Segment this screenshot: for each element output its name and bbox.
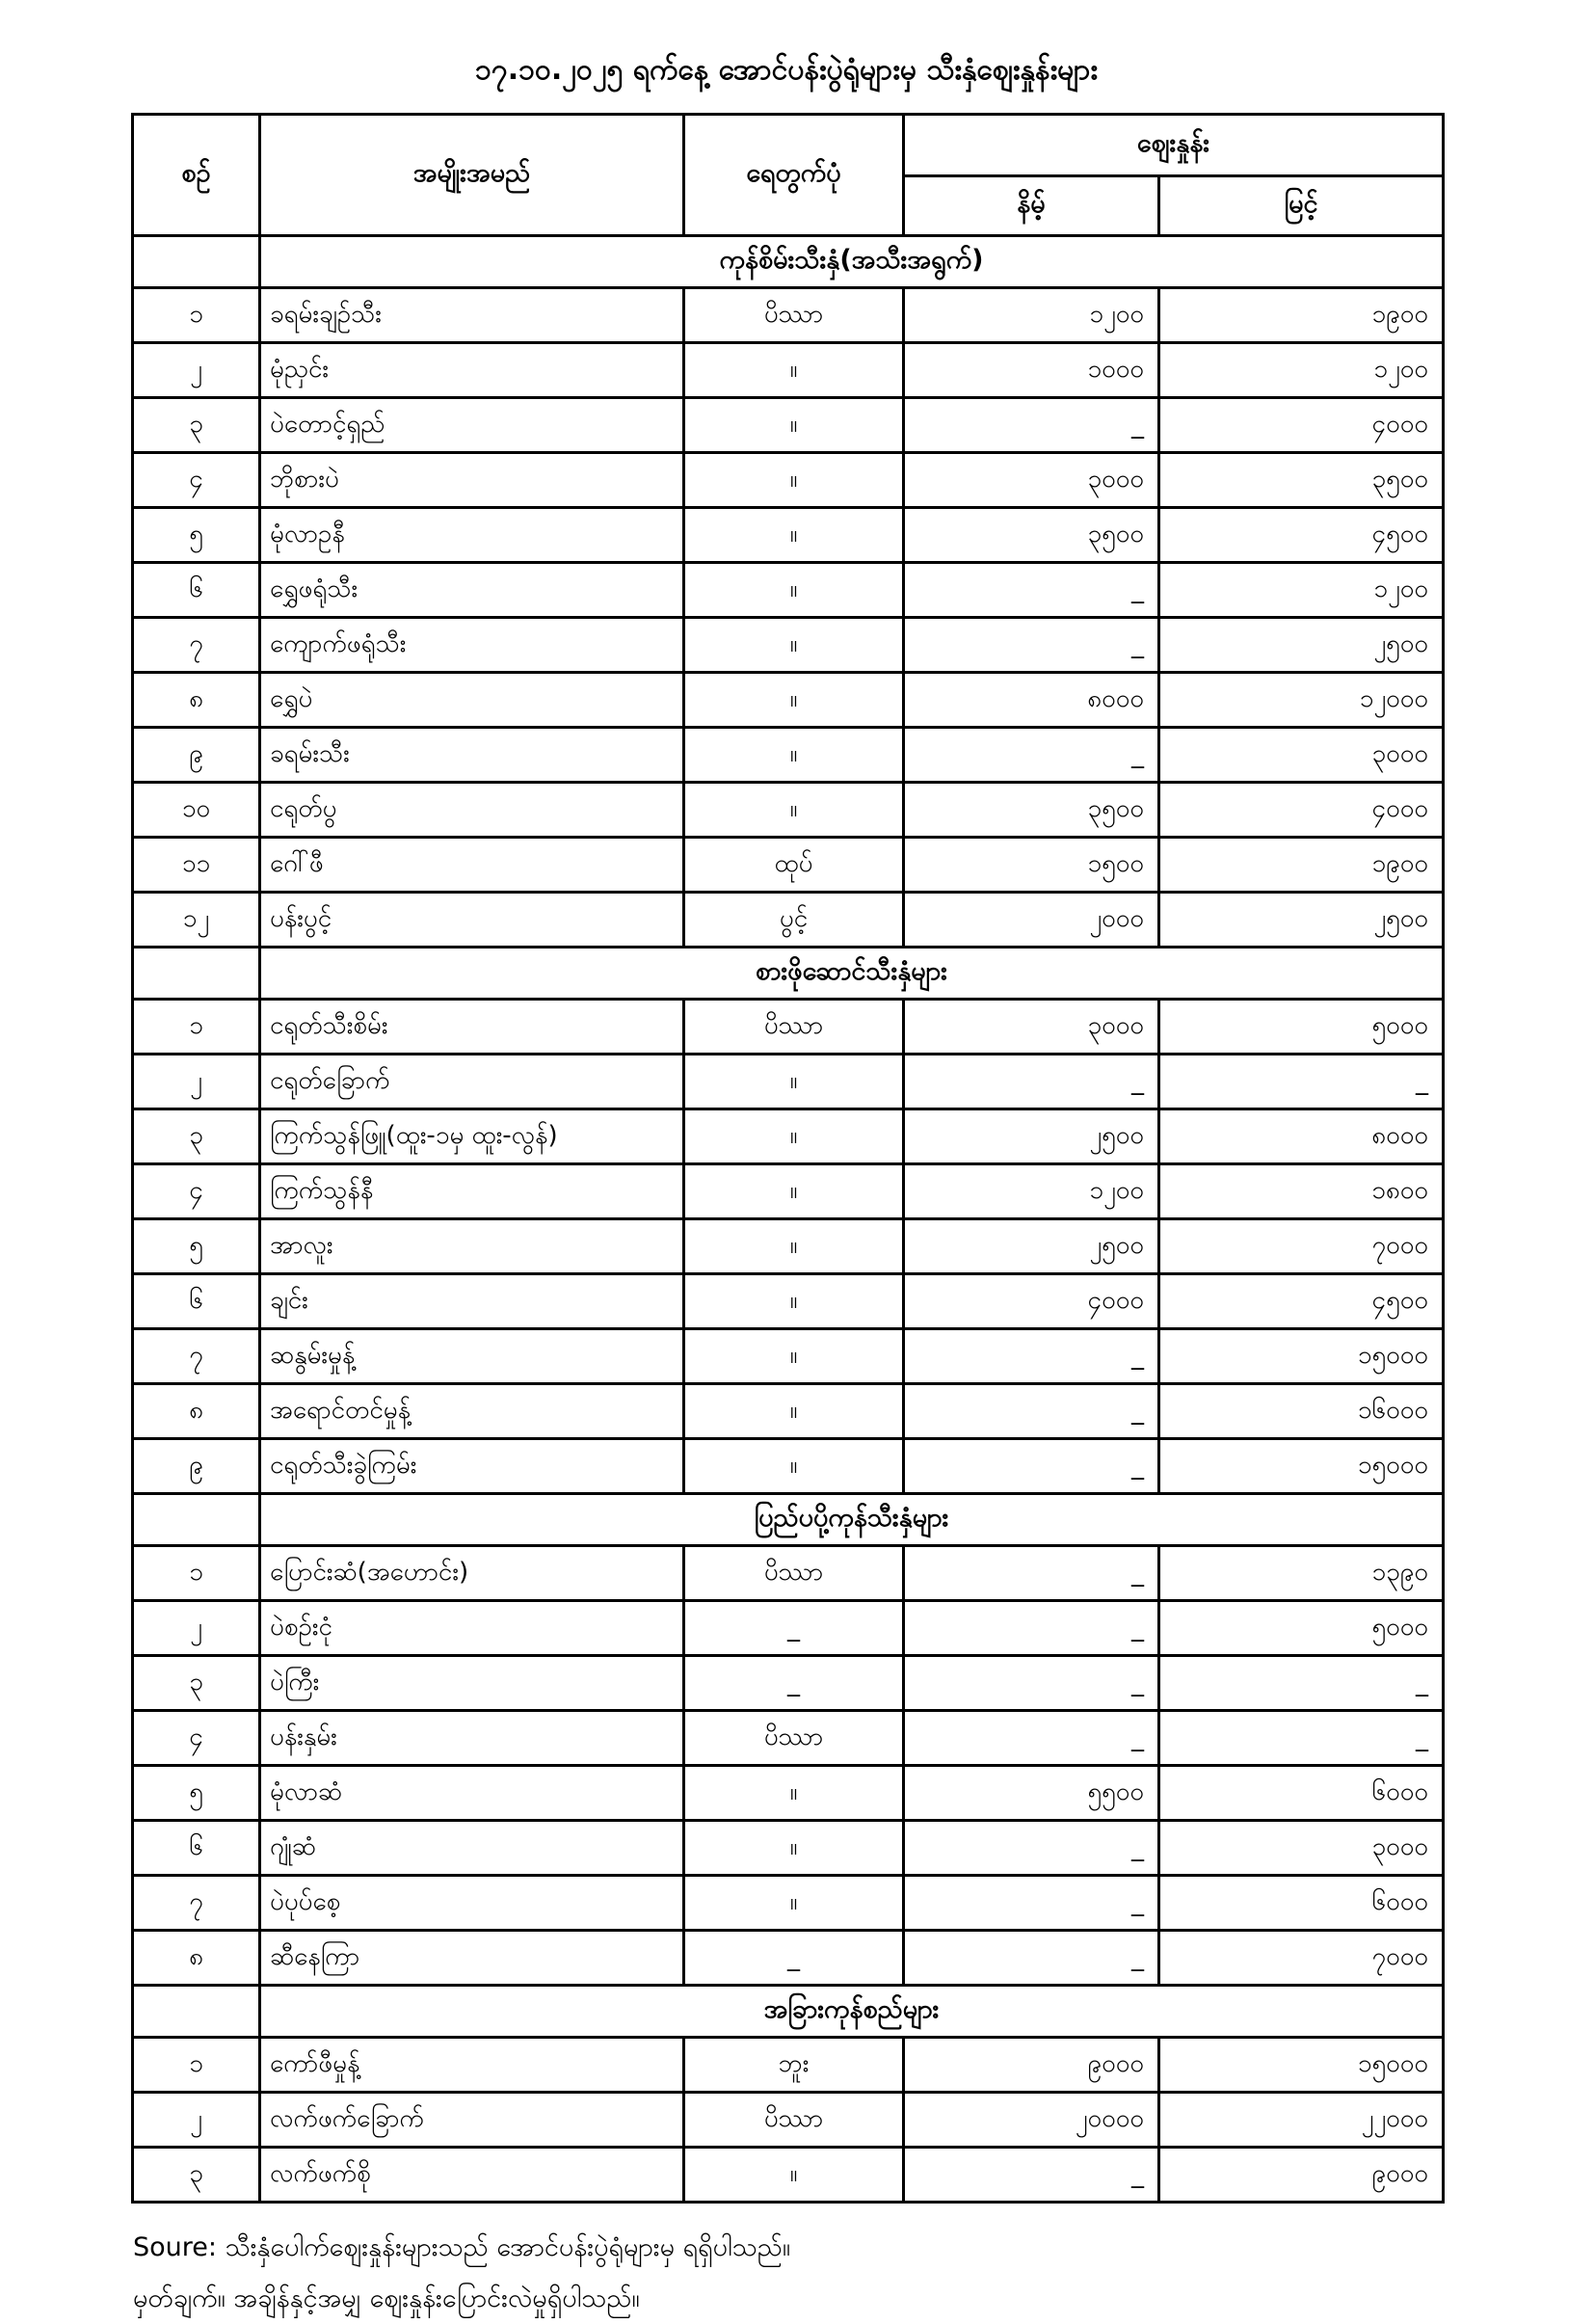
table-row [133, 1164, 1444, 1219]
item-name-cell: ငရုတ်ပွ [260, 783, 684, 838]
row-number-cell: ၅ [133, 1219, 260, 1274]
high-price-cell: ၂၅၀၀ [1159, 893, 1444, 948]
header-row-1 [133, 115, 1444, 176]
item-name-cell: ဂျုံဆံ [260, 1821, 684, 1876]
unit-cell: ပွင့် [684, 893, 904, 948]
section-header-row [133, 1986, 1444, 2038]
item-name-cell: ပန်းနှမ်း [260, 1711, 684, 1766]
section-header-row [133, 948, 1444, 1000]
row-number-cell: ၈ [133, 1931, 260, 1986]
table-row [133, 1876, 1444, 1931]
item-name-cell: ပဲစဉ်းငုံ [260, 1601, 684, 1656]
low-price-cell: _ [904, 1931, 1159, 1986]
row-number-cell: ၁ [133, 288, 260, 343]
low-price-cell: ၈၀၀၀ [904, 673, 1159, 728]
high-price-cell: ၁၉၀၀ [1159, 838, 1444, 893]
row-number-cell: ၆ [133, 1274, 260, 1329]
low-price-cell: ၃၅၀၀ [904, 508, 1159, 563]
table-row [133, 728, 1444, 783]
section-header-row [133, 1494, 1444, 1546]
low-price-cell: ၂၅၀၀ [904, 1109, 1159, 1164]
unit-cell: ။ [684, 1821, 904, 1876]
section-blank-cell [133, 236, 260, 288]
table-row [133, 1055, 1444, 1109]
high-price-cell: ၁၉၀၀ [1159, 288, 1444, 343]
table-row [133, 1601, 1444, 1656]
unit-cell: ။ [684, 783, 904, 838]
low-price-cell: ၁၂၀၀ [904, 288, 1159, 343]
unit-cell: ပိဿာ [684, 1000, 904, 1055]
table-row [133, 1439, 1444, 1494]
low-price-cell: _ [904, 2148, 1159, 2203]
item-name-cell: ရွှေဖရုံသီး [260, 563, 684, 618]
table-row [133, 288, 1444, 343]
item-name-cell: အာလူး [260, 1219, 684, 1274]
item-name-cell: ဂေါ်ဖီ [260, 838, 684, 893]
high-price-cell: ၁၃၉၀ [1159, 1546, 1444, 1601]
table-row [133, 563, 1444, 618]
item-name-cell: ကြက်သွန်ဖြူ(ထူး-၁မှ ထူး-လွန်) [260, 1109, 684, 1164]
unit-cell: ။ [684, 1876, 904, 1931]
item-name-cell: ပဲတောင့်ရှည် [260, 398, 684, 453]
low-price-cell: ၄၀၀၀ [904, 1274, 1159, 1329]
row-number-cell: ၁၂ [133, 893, 260, 948]
low-price-cell: _ [904, 398, 1159, 453]
item-name-cell: ဆနွမ်းမှုန့် [260, 1329, 684, 1384]
table-row [133, 1546, 1444, 1601]
low-price-cell: _ [904, 563, 1159, 618]
row-number-cell: ၁၁ [133, 838, 260, 893]
high-price-cell: ၁၅၀၀၀ [1159, 2038, 1444, 2093]
unit-cell: ပိဿာ [684, 1711, 904, 1766]
footer [133, 2223, 1482, 2324]
section-header-row [133, 236, 1444, 288]
item-name-cell: ကော်ဖီမှုန့် [260, 2038, 684, 2093]
row-number-cell: ၆ [133, 563, 260, 618]
row-number-cell: ၁ [133, 1546, 260, 1601]
table-row [133, 783, 1444, 838]
table-row [133, 343, 1444, 398]
table-row [133, 1329, 1444, 1384]
table-row [133, 1274, 1444, 1329]
high-price-cell: ၄၅၀၀ [1159, 1274, 1444, 1329]
item-name-cell: လက်ဖက်ခြောက် [260, 2093, 684, 2148]
table-row [133, 1931, 1444, 1986]
unit-cell: ။ [684, 1055, 904, 1109]
high-price-cell: ၈၀၀၀ [1159, 1109, 1444, 1164]
low-price-cell: ၃၀၀၀ [904, 453, 1159, 508]
item-name-cell: ငရုတ်သီးခွဲကြမ်း [260, 1439, 684, 1494]
high-price-cell: ၄၀၀၀ [1159, 398, 1444, 453]
high-price-cell: ၄၀၀၀ [1159, 783, 1444, 838]
table-row [133, 673, 1444, 728]
row-number-cell: ၄ [133, 1711, 260, 1766]
item-name-cell: အရောင်တင်မှုန့် [260, 1384, 684, 1439]
row-number-cell: ၉ [133, 1439, 260, 1494]
item-name-cell: ရွှေပဲ [260, 673, 684, 728]
table-row [133, 893, 1444, 948]
unit-cell: ထုပ် [684, 838, 904, 893]
low-price-cell: ၃၀၀၀ [904, 1000, 1159, 1055]
high-price-cell: _ [1159, 1656, 1444, 1711]
low-price-cell: ၃၅၀၀ [904, 783, 1159, 838]
low-price-cell: ၁၀၀၀ [904, 343, 1159, 398]
header-no: စဉ် [133, 115, 260, 236]
item-name-cell: မုံလာဥနီ [260, 508, 684, 563]
low-price-cell: _ [904, 1384, 1159, 1439]
unit-cell: ။ [684, 563, 904, 618]
unit-cell: _ [684, 1601, 904, 1656]
row-number-cell: ၇ [133, 1329, 260, 1384]
row-number-cell: ၁၀ [133, 783, 260, 838]
item-name-cell: ငရုတ်ခြောက် [260, 1055, 684, 1109]
unit-cell: ပိဿာ [684, 288, 904, 343]
header-price: ဈေးနှုန်း [904, 115, 1444, 176]
table-row [133, 1219, 1444, 1274]
table-row [133, 1109, 1444, 1164]
unit-cell: ။ [684, 508, 904, 563]
high-price-cell: _ [1159, 1711, 1444, 1766]
low-price-cell: _ [904, 618, 1159, 673]
high-price-cell: ၁၅၀၀၀ [1159, 1329, 1444, 1384]
high-price-cell: ၂၂၀၀၀ [1159, 2093, 1444, 2148]
section-title: ပြည်ပပို့ကုန်သီးနှံများ [260, 1494, 1444, 1546]
row-number-cell: ၄ [133, 1164, 260, 1219]
row-number-cell: ၈ [133, 1384, 260, 1439]
item-name-cell: ခရမ်းသီး [260, 728, 684, 783]
section-blank-cell [133, 1494, 260, 1546]
row-number-cell: ၆ [133, 1821, 260, 1876]
row-number-cell: ၃ [133, 398, 260, 453]
section-title: စားဖိုဆောင်သီးနှံများ [260, 948, 1444, 1000]
table-row [133, 1821, 1444, 1876]
unit-cell: ။ [684, 343, 904, 398]
high-price-cell: _ [1159, 1055, 1444, 1109]
unit-cell: ။ [684, 1274, 904, 1329]
high-price-cell: ၂၅၀၀ [1159, 618, 1444, 673]
high-price-cell: ၃၅၀၀ [1159, 453, 1444, 508]
remark-note: မှတ်ချက်။ အချိန်နှင့်အမျှ ဈေးနှုန်းပြောင်းလဲမှုရှိပါသည်။ [133, 2283, 640, 2313]
unit-cell: ပိဿာ [684, 2093, 904, 2148]
item-name-cell: မုံလာဆံ [260, 1766, 684, 1821]
high-price-cell: ၁၆၀၀၀ [1159, 1384, 1444, 1439]
unit-cell: ။ [684, 1439, 904, 1494]
item-name-cell: ခရမ်းချဉ်သီး [260, 288, 684, 343]
low-price-cell: ၁၂၀၀ [904, 1164, 1159, 1219]
row-number-cell: ၄ [133, 453, 260, 508]
high-price-cell: ၅၀၀၀ [1159, 1000, 1444, 1055]
item-name-cell: ချင်း [260, 1274, 684, 1329]
page-title: ၁၇.၁၀.၂၀၂၅ ရက်နေ့ အောင်ပန်းပွဲရုံများမှ သီးနှံဈေးနှုန်းများ [474, 53, 1099, 87]
high-price-cell: ၇၀၀၀ [1159, 1219, 1444, 1274]
section-blank-cell [133, 1986, 260, 2038]
low-price-cell: ၁၅၀၀ [904, 838, 1159, 893]
unit-cell: ။ [684, 1766, 904, 1821]
table-row [133, 398, 1444, 453]
low-price-cell: _ [904, 1821, 1159, 1876]
high-price-cell: ၁၂၀၀၀ [1159, 673, 1444, 728]
high-price-cell: ၃၀၀၀ [1159, 1821, 1444, 1876]
section-title: အခြားကုန်စည်များ [260, 1986, 1444, 2038]
row-number-cell: ၇ [133, 618, 260, 673]
row-number-cell: ၂ [133, 2093, 260, 2148]
low-price-cell: _ [904, 1711, 1159, 1766]
high-price-cell: ၁၈၀၀ [1159, 1164, 1444, 1219]
unit-cell: ။ [684, 1164, 904, 1219]
unit-cell: _ [684, 1931, 904, 1986]
unit-cell: ။ [684, 398, 904, 453]
unit-cell: ဘူး [684, 2038, 904, 2093]
high-price-cell: ၉၀၀၀ [1159, 2148, 1444, 2203]
table-row [133, 1656, 1444, 1711]
row-number-cell: ၉ [133, 728, 260, 783]
section-blank-cell [133, 948, 260, 1000]
row-number-cell: ၃ [133, 1656, 260, 1711]
high-price-cell: ၇၀၀၀ [1159, 1931, 1444, 1986]
table-row [133, 1384, 1444, 1439]
item-name-cell: ကျောက်ဖရုံသီး [260, 618, 684, 673]
unit-cell: ။ [684, 673, 904, 728]
high-price-cell: ၁၂၀၀ [1159, 563, 1444, 618]
row-number-cell: ၂ [133, 343, 260, 398]
low-price-cell: ၉၀၀၀ [904, 2038, 1159, 2093]
item-name-cell: ဘိုစားပဲ [260, 453, 684, 508]
item-name-cell: ပြောင်းဆံ(အဟောင်း) [260, 1546, 684, 1601]
unit-cell: ။ [684, 1109, 904, 1164]
low-price-cell: _ [904, 728, 1159, 783]
high-price-cell: ၅၀၀၀ [1159, 1601, 1444, 1656]
unit-cell: _ [684, 1656, 904, 1711]
table-row [133, 1000, 1444, 1055]
unit-cell: ပိဿာ [684, 1546, 904, 1601]
table-row [133, 1766, 1444, 1821]
row-number-cell: ၂ [133, 1601, 260, 1656]
header-high: မြင့် [1159, 176, 1444, 236]
unit-cell: ။ [684, 453, 904, 508]
table-row [133, 2038, 1444, 2093]
low-price-cell: ၂၅၀၀ [904, 1219, 1159, 1274]
unit-cell: ။ [684, 618, 904, 673]
high-price-cell: ၆၀၀၀ [1159, 1766, 1444, 1821]
price-table [131, 113, 1445, 2204]
row-number-cell: ၂ [133, 1055, 260, 1109]
high-price-cell: ၆၀၀၀ [1159, 1876, 1444, 1931]
row-number-cell: ၃ [133, 2148, 260, 2203]
item-name-cell: ပဲပုပ်စေ့ [260, 1876, 684, 1931]
low-price-cell: ၅၅၀၀ [904, 1766, 1159, 1821]
source-note: Soure: သီးနှံပေါက်ဈေးနှုန်းများသည် အောင်ပန်းပွဲရုံများမှ ရရှိပါသည်။ [133, 2232, 791, 2262]
high-price-cell: ၁၅၀၀၀ [1159, 1439, 1444, 1494]
item-name-cell: ဆီနေကြာ [260, 1931, 684, 1986]
table-row [133, 618, 1444, 673]
low-price-cell: _ [904, 1876, 1159, 1931]
low-price-cell: _ [904, 1601, 1159, 1656]
row-number-cell: ၇ [133, 1876, 260, 1931]
item-name-cell: ငရုတ်သီးစိမ်း [260, 1000, 684, 1055]
item-name-cell: မုံညှင်း [260, 343, 684, 398]
row-number-cell: ၅ [133, 1766, 260, 1821]
item-name-cell: လက်ဖက်စို [260, 2148, 684, 2203]
unit-cell: ။ [684, 1329, 904, 1384]
low-price-cell: _ [904, 1656, 1159, 1711]
table-row [133, 508, 1444, 563]
row-number-cell: ၃ [133, 1109, 260, 1164]
table-row [133, 453, 1444, 508]
low-price-cell: _ [904, 1329, 1159, 1384]
table-row [133, 2148, 1444, 2203]
low-price-cell: _ [904, 1546, 1159, 1601]
row-number-cell: ၁ [133, 2038, 260, 2093]
table-row [133, 838, 1444, 893]
unit-cell: ။ [684, 2148, 904, 2203]
item-name-cell: ကြက်သွန်နီ [260, 1164, 684, 1219]
high-price-cell: ၁၂၀၀ [1159, 343, 1444, 398]
high-price-cell: ၃၀၀၀ [1159, 728, 1444, 783]
table-row [133, 1711, 1444, 1766]
unit-cell: ။ [684, 1384, 904, 1439]
unit-cell: ။ [684, 728, 904, 783]
low-price-cell: _ [904, 1055, 1159, 1109]
low-price-cell: ၂၀၀၀ [904, 893, 1159, 948]
section-title: ကုန်စိမ်းသီးနှံ(အသီးအရွက်) [260, 236, 1444, 288]
row-number-cell: ၅ [133, 508, 260, 563]
high-price-cell: ၄၅၀၀ [1159, 508, 1444, 563]
unit-cell: ။ [684, 1219, 904, 1274]
item-name-cell: ပန်းပွင့် [260, 893, 684, 948]
item-name-cell: ပဲကြီး [260, 1656, 684, 1711]
low-price-cell: _ [904, 1439, 1159, 1494]
header-low: နိမ့် [904, 176, 1159, 236]
header-name: အမျိုးအမည် [260, 115, 684, 236]
row-number-cell: ၁ [133, 1000, 260, 1055]
low-price-cell: ၂၀၀၀၀ [904, 2093, 1159, 2148]
table-row [133, 2093, 1444, 2148]
row-number-cell: ၈ [133, 673, 260, 728]
header-unit: ရေတွက်ပုံ [684, 115, 904, 236]
